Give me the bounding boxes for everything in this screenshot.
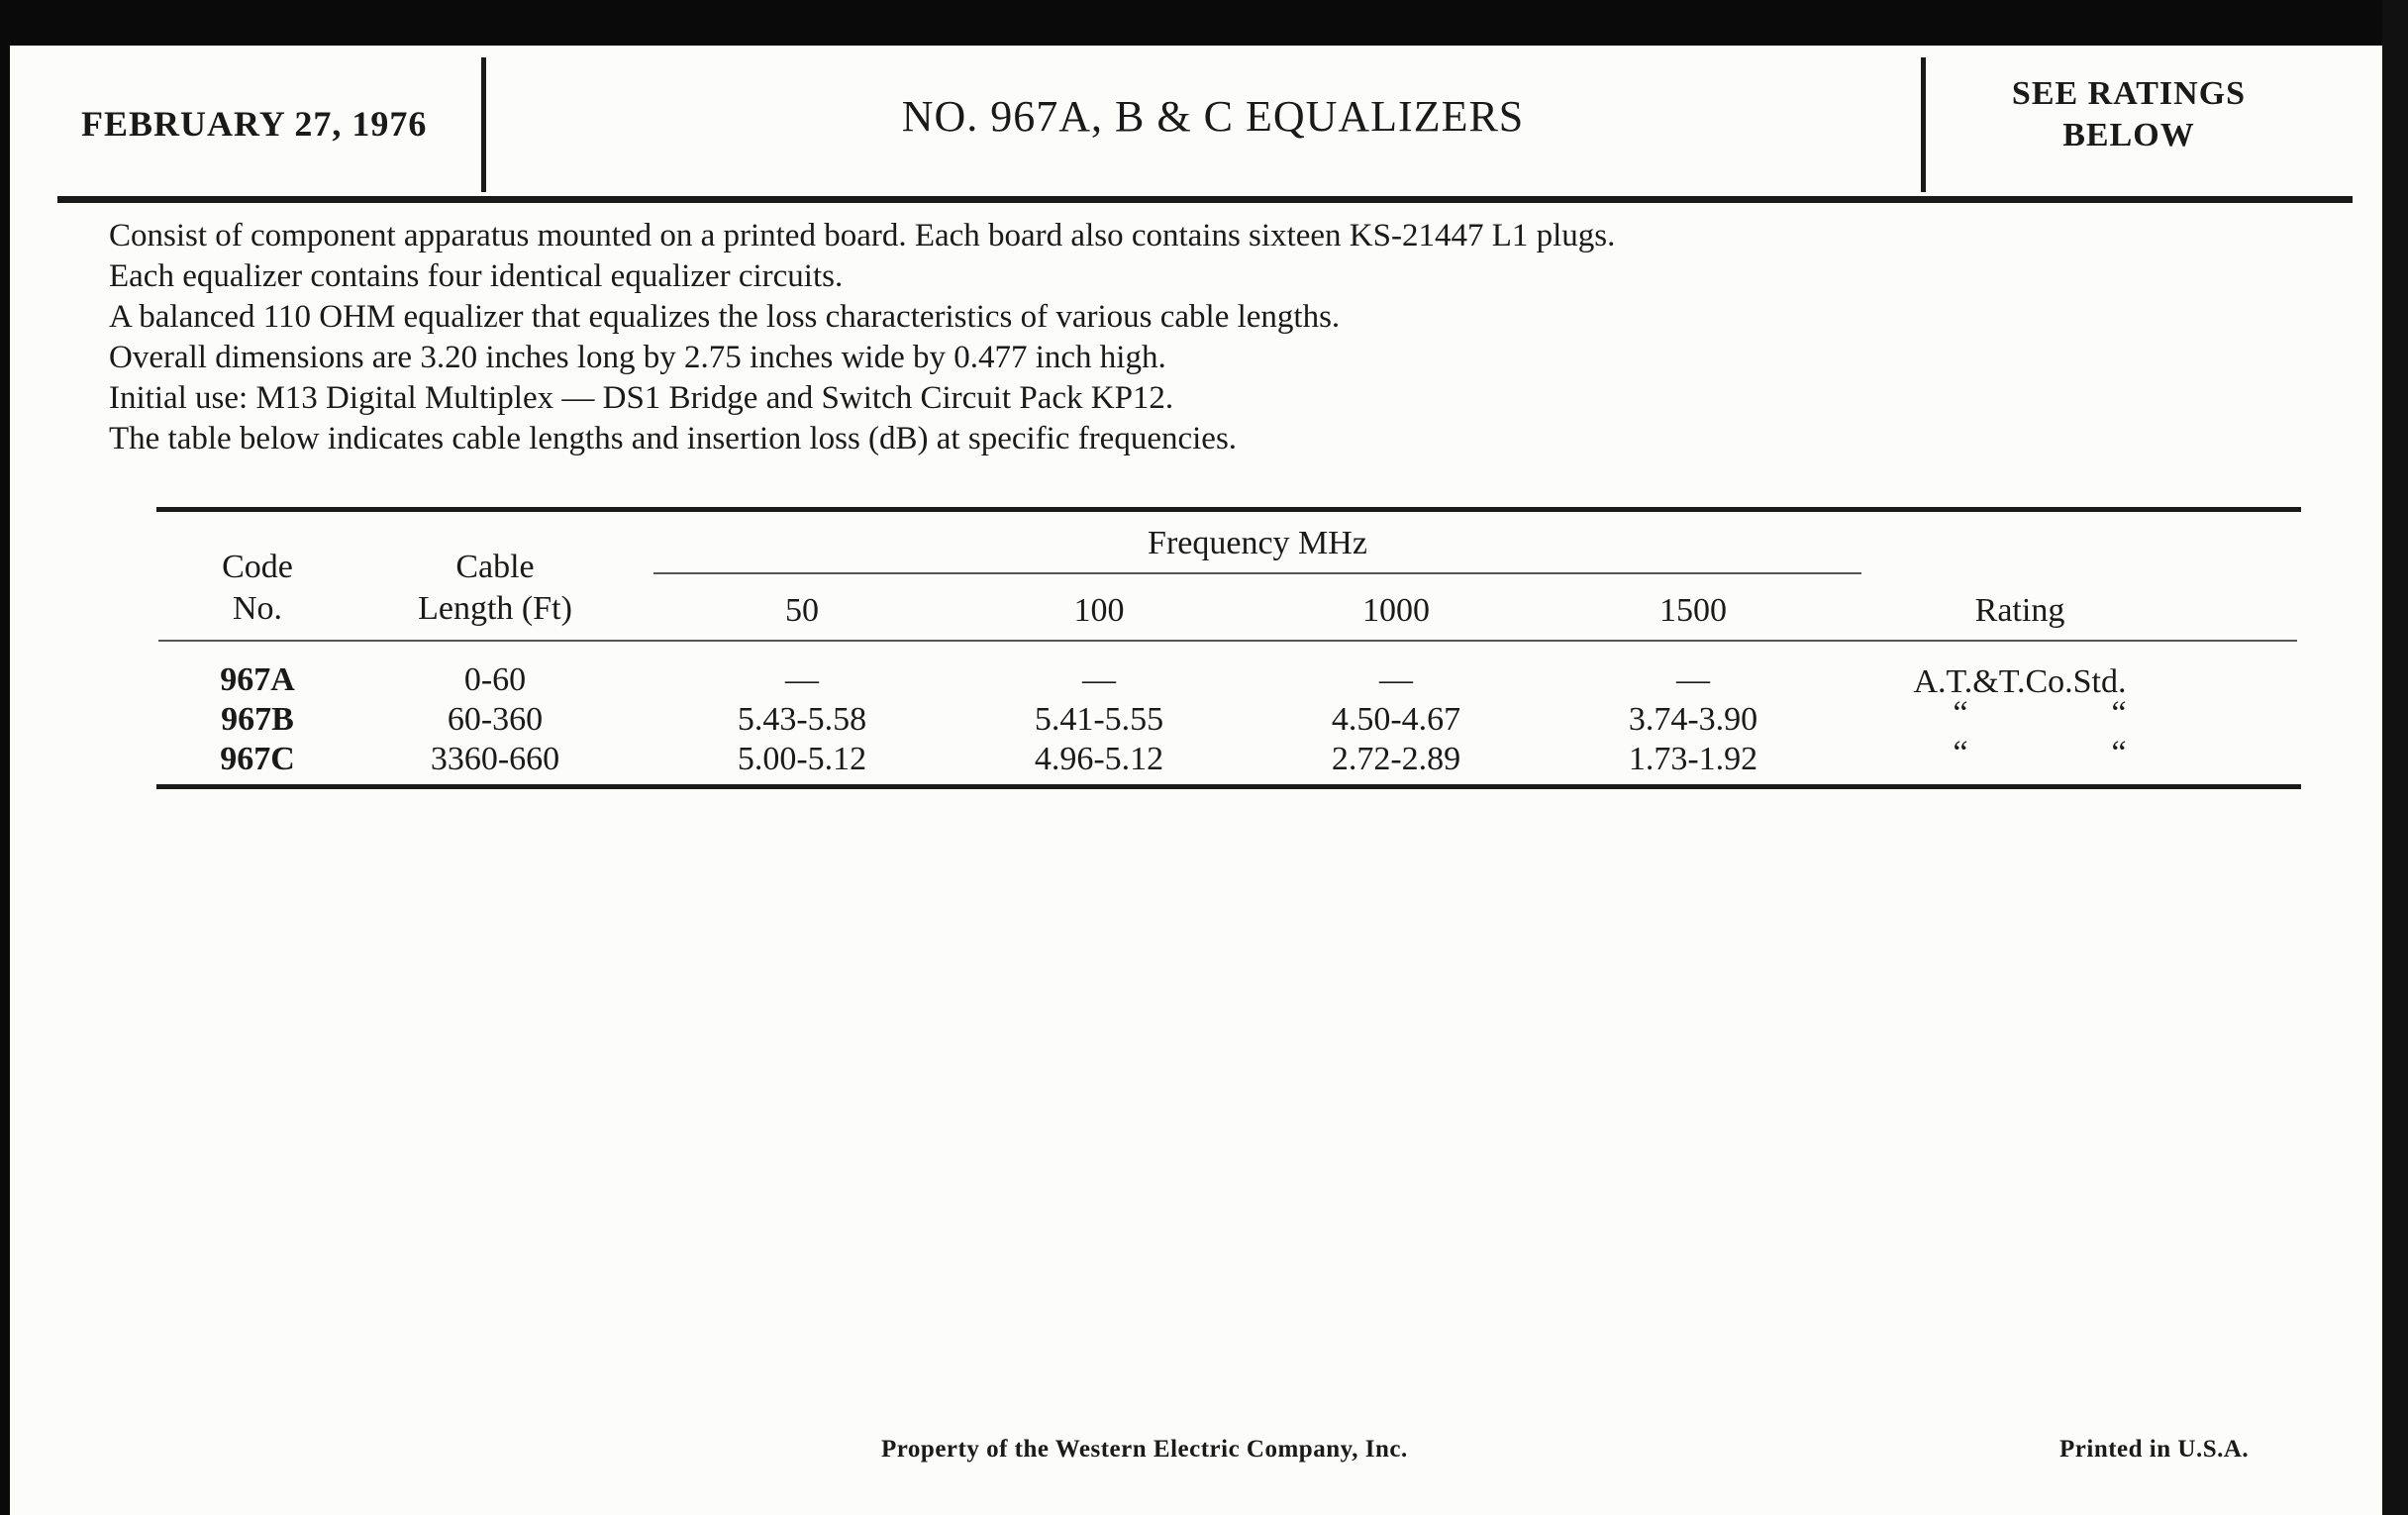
document-card [10, 46, 2382, 1515]
ratings-line-1: SEE RATINGS [2011, 75, 2247, 112]
description-line: The table below indicates cable lengths and insertion loss (dB) at specific frequencies. [109, 421, 1238, 456]
row-code: 967B [221, 701, 294, 738]
table-top-rule [156, 507, 2301, 512]
row-rating: A.T.&T.Co.Std. [1913, 663, 2127, 700]
row-rating-ditto: “ [1953, 735, 1968, 771]
scan-edge [2382, 0, 2408, 1515]
row-rating-ditto: “ [1953, 695, 1968, 732]
code-header-1: Code [222, 549, 293, 585]
header-divider-right [1921, 57, 1926, 192]
table-header-rule [158, 640, 2297, 642]
frequency-rule [653, 572, 1861, 574]
freq-col-100: 100 [1073, 592, 1125, 629]
freq-col-50: 50 [785, 592, 819, 629]
row-code: 967C [220, 741, 295, 777]
row-f1500: 3.74-3.90 [1628, 701, 1758, 738]
row-f50: 5.00-5.12 [737, 741, 867, 777]
description-block [109, 216, 2287, 459]
ratings-line-2: BELOW [2062, 117, 2195, 153]
footer-printed: Printed in U.S.A. [2059, 1436, 2250, 1463]
description-line: A balanced 110 OHM equalizer that equalizes the loss characteristics of various cable lengths. [109, 299, 1341, 335]
row-f100: — [1082, 661, 1116, 698]
frequency-header: Frequency MHz [1148, 525, 1367, 561]
rating-header: Rating [1974, 592, 2065, 629]
header-divider-left [481, 57, 486, 192]
row-f100: 4.96-5.12 [1034, 741, 1164, 777]
freq-col-1000: 1000 [1362, 592, 1430, 629]
description-line: Initial use: M13 Digital Multiplex — DS1 Bridge and Switch Circuit Pack KP12. [109, 380, 1174, 416]
freq-col-1500: 1500 [1659, 592, 1727, 629]
row-f1500: 1.73-1.92 [1628, 741, 1758, 777]
description-line: Overall dimensions are 3.20 inches long by 2.75 inches wide by 0.477 inch high. [109, 340, 1166, 375]
footer-property: Property of the Western Electric Company, Inc. [881, 1436, 1408, 1463]
document-title: NO. 967A, B & C EQUALIZERS [901, 92, 1525, 141]
row-f1500: — [1676, 661, 1710, 698]
description-line: Consist of component apparatus mounted on a printed board. Each board also contains sixteen KS-21447 L1 plugs. [109, 218, 1616, 253]
row-f1000: 2.72-2.89 [1331, 741, 1461, 777]
table-bottom-rule [156, 784, 2301, 789]
row-f1000: — [1379, 661, 1413, 698]
row-rating-ditto: “ [2111, 695, 2127, 732]
cable-header-1: Cable [455, 549, 535, 585]
cable-header-2: Length (Ft) [418, 590, 572, 627]
row-code: 967A [220, 661, 295, 698]
code-header-2: No. [232, 590, 283, 627]
row-f1000: 4.50-4.67 [1331, 701, 1461, 738]
row-length: 0-60 [463, 661, 527, 698]
header-ratings [1941, 73, 2317, 156]
row-f50: — [785, 661, 819, 698]
header-date: FEBRUARY 27, 1976 [81, 104, 428, 144]
header-rule [57, 196, 2353, 203]
row-f100: 5.41-5.55 [1034, 701, 1164, 738]
row-rating-ditto: “ [2111, 735, 2127, 771]
row-length: 3360-660 [430, 741, 560, 777]
description-line: Each equalizer contains four identical equalizer circuits. [109, 258, 844, 294]
row-f50: 5.43-5.58 [737, 701, 867, 738]
row-length: 60-360 [447, 701, 544, 738]
